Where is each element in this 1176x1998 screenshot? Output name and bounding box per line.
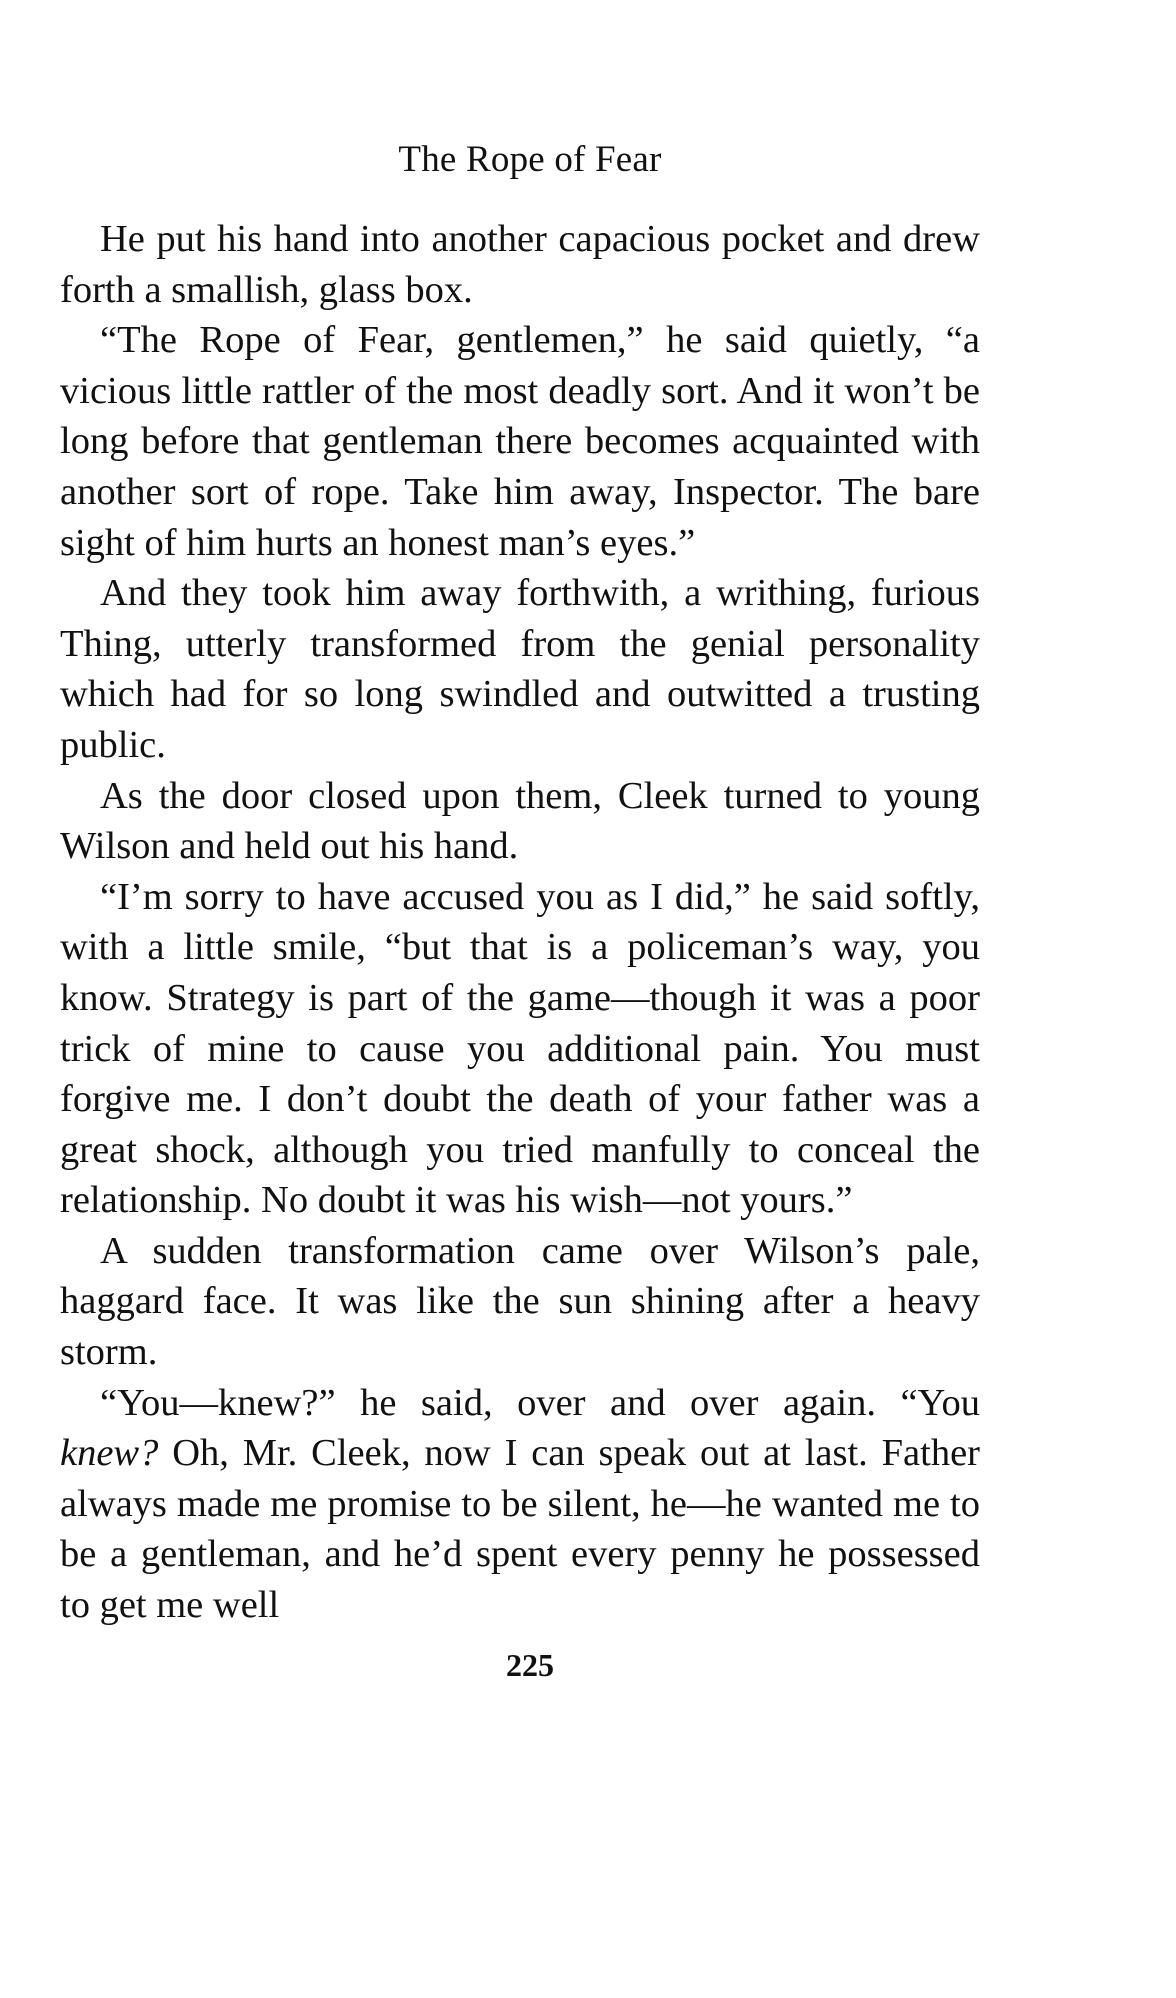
paragraph-1: He put his hand into another capacious pocket and drew forth a smallish, glass box. (60, 218, 980, 311)
paragraph-6: A sudden transformation came over Wilson’s pale, haggard face. It was like the sun shining after a heavy storm. (60, 1229, 980, 1374)
paragraph-5: “I’m sorry to have accused you as I did,” he said softly, with a little smile, “but that is a policeman’s way, you know. Strategy is part of the game—though it was a poor trick of mine to cause you additional pain. You must forgive me. I don’t doubt the death of your father was a great shock, although you tried manfully to conceal the relationship. No doubt it was his wish—not yours.” (60, 875, 980, 1222)
running-head: The Rope of Fear (398, 139, 662, 180)
paragraph-7-end: Oh, Mr. Cleek, now I can speak out at last. Father always made me promise to be silent, he—he wanted me to be a gentleman, and he’d spent every penny he possessed to get me well (60, 1432, 980, 1627)
paragraph-4: As the door closed upon them, Cleek turned to young Wilson and held out his hand. (60, 774, 980, 868)
paragraph-3: And they took him away forthwith, a writhing, furious Thing, utterly transformed from the genial personality which had for so long swindled and outwitted a trusting public. (60, 572, 980, 766)
paragraph-7-start: “You—knew?” he said, over and over again. “You (100, 1381, 980, 1424)
paragraph-7 (60, 1378, 980, 1631)
body-text (60, 214, 980, 1631)
paragraph-2: “The Rope of Fear, gentlemen,” he said quietly, “a vicious little rattler of the most deadly sort. And it won’t be long before that gentleman there becomes acquainted with another sort of rope. Take him away, Inspector. The bare sight of him hurts an honest man’s eyes.” (60, 319, 980, 564)
paragraph-7-italic: knew? (60, 1432, 159, 1475)
page-number: 225 (506, 1647, 554, 1683)
